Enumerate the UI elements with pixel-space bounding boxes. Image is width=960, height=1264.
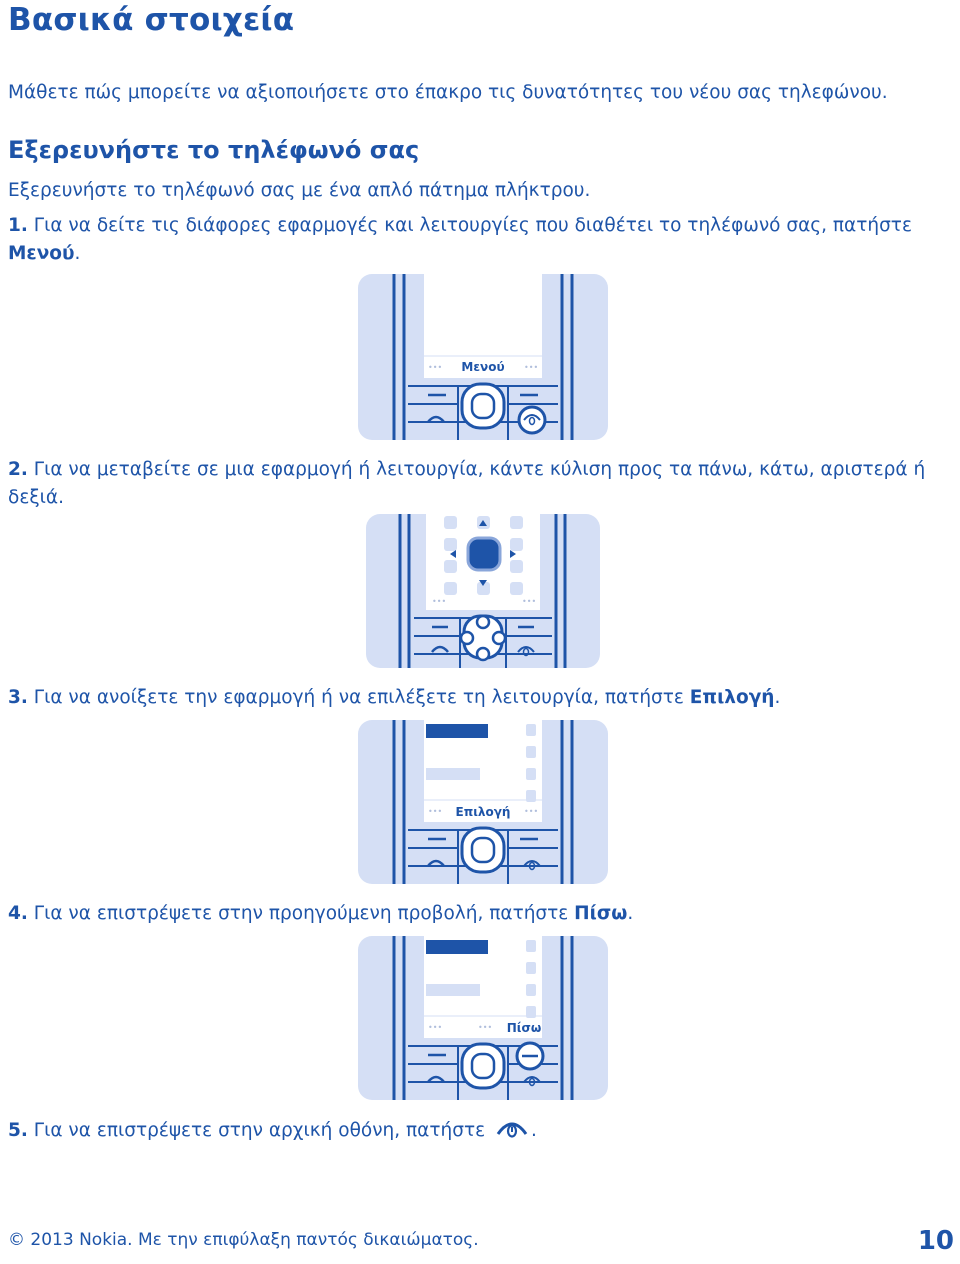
step-5 xyxy=(8,1116,948,1145)
step-number: 5. xyxy=(8,1120,28,1141)
highlight-circle xyxy=(519,407,545,433)
navigation-key-icon xyxy=(472,838,494,862)
svg-text:•••: ••• xyxy=(428,807,443,816)
copyright-text: © 2013 Nokia. Με την επιφύλαξη παντός δικαιώματος. xyxy=(8,1230,479,1250)
nav-down-marker xyxy=(477,648,489,660)
list-item-selected xyxy=(426,724,488,738)
step-text: Για να δείτε τις διάφορες εφαρμογές και λειτουργίες που διαθέτει το τηλέφωνό σας, πατήστε xyxy=(27,215,912,236)
svg-text:•••: ••• xyxy=(478,1023,493,1032)
step-text: Για να επιστρέψετε στην αρχική οθόνη, πατήστε xyxy=(27,1120,491,1141)
svg-text:•••: ••• xyxy=(428,363,443,372)
nav-up-marker xyxy=(477,616,489,628)
step-key-label: Μενού xyxy=(8,243,75,264)
step-key-label: Πίσω xyxy=(574,903,628,924)
selected-item xyxy=(468,538,500,570)
back-key-illustration xyxy=(358,936,608,1100)
page-number: 10 xyxy=(917,1226,954,1256)
step-end: . xyxy=(774,687,781,708)
step-3 xyxy=(8,684,948,712)
step-end: . xyxy=(627,903,634,924)
menu-softkey-label: Μενού xyxy=(461,360,505,374)
step-2 xyxy=(8,456,948,512)
step-end: . xyxy=(530,1120,537,1141)
intro-text: Μάθετε πώς μπορείτε να αξιοποιήσετε στο έπακρο τις δυνατότητες του νέου σας τηλεφώνου. xyxy=(8,82,888,103)
nav-right-marker xyxy=(493,632,505,644)
nav-left-marker xyxy=(461,632,473,644)
step-text: Για να μεταβείτε σε μια εφαρμογή ή λειτουργία, κάντε κύλιση προς τα πάνω, κάτω, αριστερά ή δεξιά. xyxy=(8,459,926,508)
menu-key-illustration xyxy=(358,274,608,440)
step-number: 2. xyxy=(8,459,28,480)
scroll-illustration xyxy=(366,514,600,668)
step-text: Για να ανοίξετε την εφαρμογή ή να επιλέξετε τη λειτουργία, πατήστε xyxy=(27,687,690,708)
select-key-illustration xyxy=(358,720,608,884)
step-text: Για να επιστρέψετε στην προηγούμενη προβολή, πατήστε xyxy=(27,903,575,924)
svg-text:•••: ••• xyxy=(522,597,537,606)
svg-text:•••: ••• xyxy=(428,1023,443,1032)
section-intro: Εξερευνήστε το τηλέφωνό σας με ένα απλό πάτημα πλήκτρου. xyxy=(8,180,591,201)
section-title: Εξερευνήστε το τηλέφωνό σας xyxy=(8,136,420,164)
end-key-icon xyxy=(495,1116,529,1140)
svg-text:•••: ••• xyxy=(524,807,539,816)
page-title: Βασικά στοιχεία xyxy=(8,2,295,38)
step-end: . xyxy=(74,243,81,264)
back-softkey-label: Πίσω xyxy=(506,1021,542,1035)
step-number: 3. xyxy=(8,687,28,708)
step-key-label: Επιλογή xyxy=(689,687,775,708)
step-number: 1. xyxy=(8,215,28,236)
svg-text:•••: ••• xyxy=(524,363,539,372)
step-1 xyxy=(8,212,948,268)
svg-text:•••: ••• xyxy=(432,597,447,606)
step-number: 4. xyxy=(8,903,28,924)
select-softkey-label: Επιλογή xyxy=(455,805,511,819)
step-4 xyxy=(8,900,948,928)
